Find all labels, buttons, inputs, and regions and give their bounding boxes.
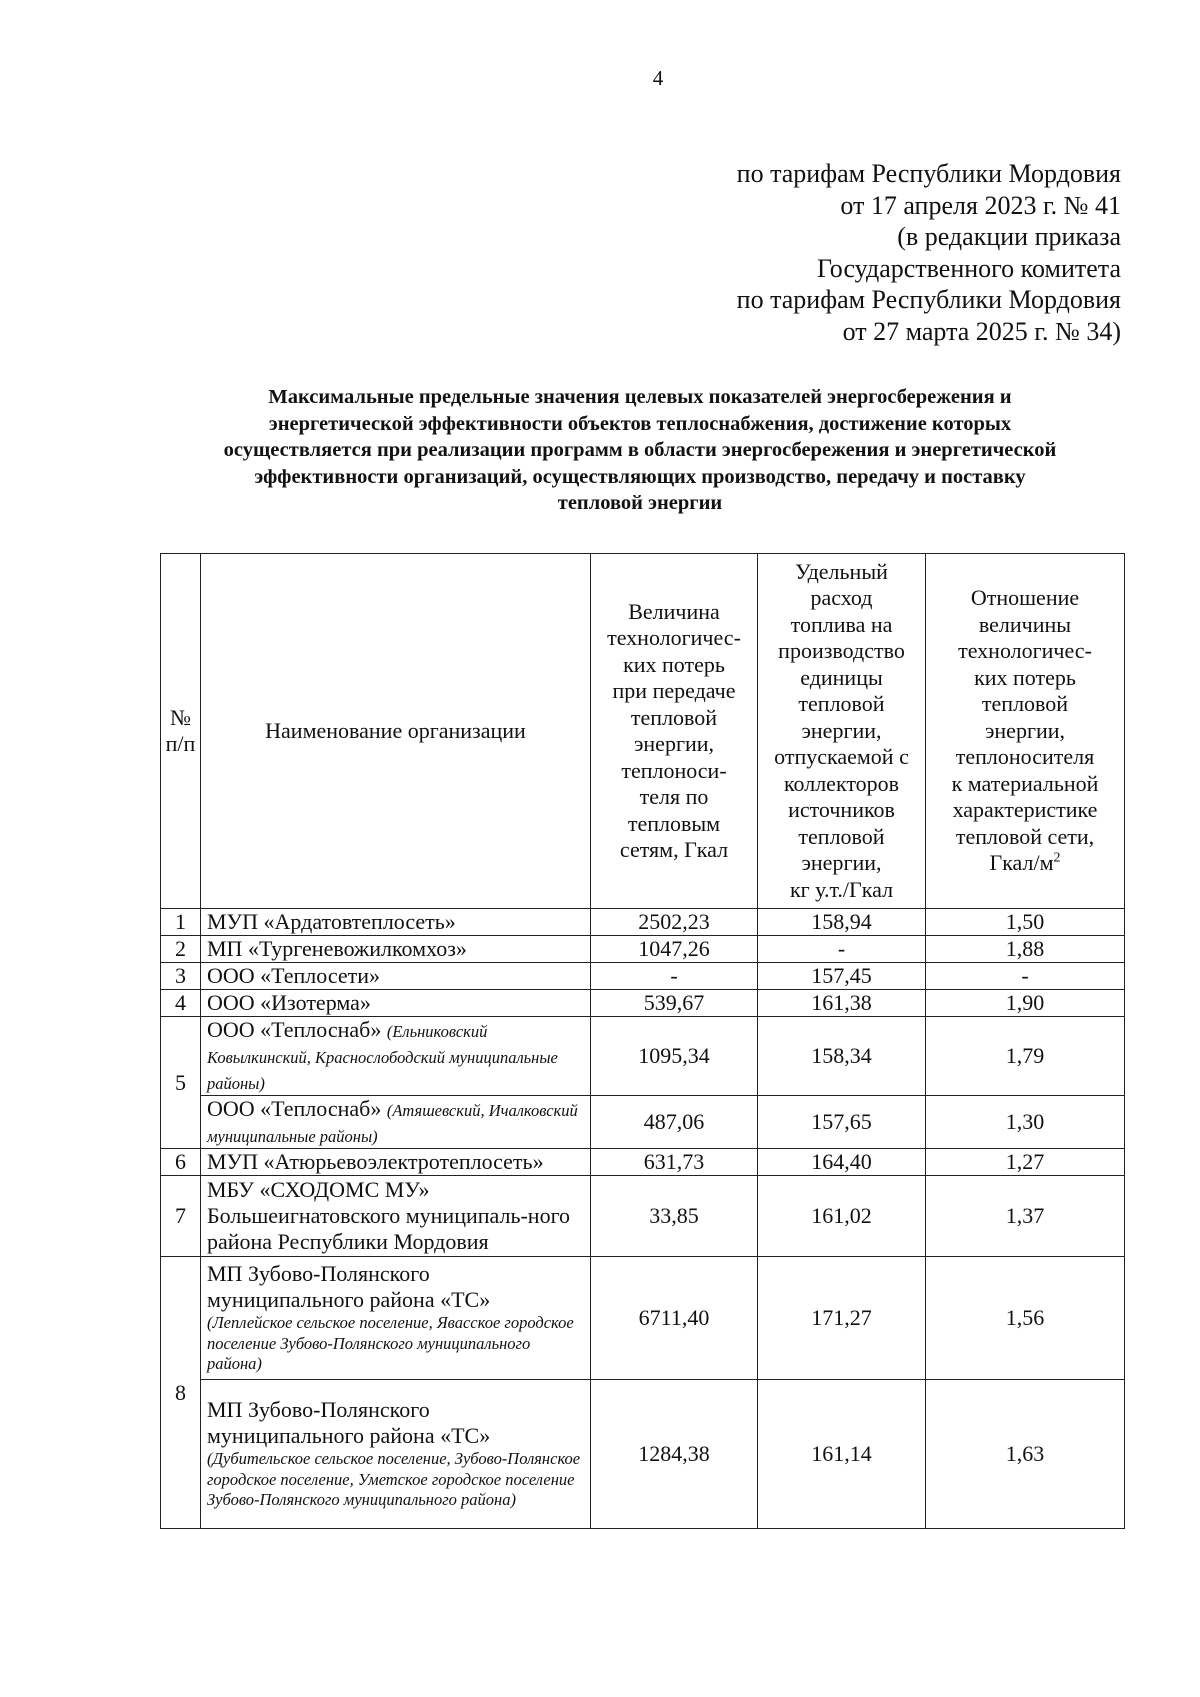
org-note: (Леплейское сельское поселение, Явасское городское поселение Зубово-Полянского муниципального района): [207, 1313, 574, 1374]
row-num: 7: [161, 1176, 201, 1257]
header-line: по тарифам Республики Мордовия: [736, 159, 1121, 188]
title-line: тепловой энергии: [557, 492, 723, 514]
fuel-value: 164,40: [758, 1149, 926, 1176]
table-row: [161, 1176, 1125, 1257]
row-num: 2: [161, 936, 201, 963]
fuel-value: 157,45: [758, 963, 926, 990]
title-line: энергетической эффективности объектов теплоснабжения, достижение которых: [268, 412, 1012, 435]
org-name-text: МП Зубово-Полянского муниципального района «ТС»: [207, 1397, 491, 1449]
ratio-value: 1,30: [926, 1096, 1125, 1149]
header-line: Государственного комитета: [817, 253, 1121, 283]
header-line: от 27 марта 2025 г. № 34): [842, 316, 1121, 346]
header-name: Наименование организации: [201, 554, 591, 909]
fuel-value: 158,34: [758, 1017, 926, 1096]
row-num: 6: [161, 1149, 201, 1176]
org-name: МУП «Ардатовтеплосеть»: [201, 909, 591, 936]
fuel-value: 158,94: [758, 909, 926, 936]
table-row: [161, 1017, 1125, 1096]
losses-value: 6711,40: [591, 1257, 758, 1380]
losses-value: 631,73: [591, 1149, 758, 1176]
ratio-value: 1,27: [926, 1149, 1125, 1176]
table-row: [161, 1096, 1125, 1149]
header-fuel: Удельный расход топлива на производство единицы тепловой энергии, отпускаемой с коллекторов источников тепловой энергии, кг у.т./Гкал: [758, 554, 926, 909]
ratio-value: -: [926, 963, 1125, 990]
table-row: [161, 1257, 1125, 1380]
losses-value: -: [591, 963, 758, 990]
row-num: 4: [161, 990, 201, 1017]
header-line: (в редакции приказа: [897, 222, 1121, 251]
org-name: [201, 1096, 591, 1149]
losses-value: 33,85: [591, 1176, 758, 1257]
row-num: 8: [161, 1257, 201, 1529]
losses-value: 487,06: [591, 1096, 758, 1149]
table-row: [161, 909, 1125, 936]
org-name: МП «Тургеневожилкомхоз»: [201, 936, 591, 963]
row-num: 5: [161, 1017, 201, 1149]
org-name: [201, 1257, 591, 1380]
ratio-value: 1,79: [926, 1017, 1125, 1096]
ratio-value: 1,56: [926, 1257, 1125, 1380]
title-line: эффективности организаций, осуществляющих производство, передачу и поставку: [254, 465, 1026, 488]
org-name: [201, 1017, 591, 1096]
fuel-value: 161,38: [758, 990, 926, 1017]
losses-value: 1047,26: [591, 936, 758, 963]
table-row: [161, 990, 1125, 1017]
org-note: (Дубительское сельское поселение, Зубово-Полянское городское поселение, Уметское городское поселение Зубово-Полянского муниципального района): [207, 1449, 581, 1510]
org-name-text: ООО «Теплоснаб»: [207, 1096, 382, 1121]
fuel-value: 161,02: [758, 1176, 926, 1257]
org-note: (Атяшевский, Ичалковский муниципальные районы): [207, 1101, 578, 1146]
org-name: ООО «Изотерма»: [201, 990, 591, 1017]
org-name: [201, 1380, 591, 1529]
org-name-text: ООО «Теплоснаб»: [207, 1017, 382, 1042]
org-name: МБУ «СХОДОМС МУ» Большеигнатовского муниципаль-ного района Республики Мордовия: [201, 1176, 591, 1257]
table-row: [161, 1380, 1125, 1529]
row-num: 1: [161, 909, 201, 936]
losses-value: 1284,38: [591, 1380, 758, 1529]
header-losses: Величина технологичес- ких потерь при передаче тепловой энергии, теплоноси- теля по тепловым сетям, Гкал: [591, 554, 758, 909]
fuel-value: -: [758, 936, 926, 963]
ratio-value: 1,88: [926, 936, 1125, 963]
fuel-value: 171,27: [758, 1257, 926, 1380]
title-line: Максимальные предельные значения целевых показателей энергосбережения и: [268, 386, 1012, 408]
document-title: [150, 384, 1130, 517]
header-num: № п/п: [161, 554, 201, 909]
ratio-value: 1,50: [926, 909, 1125, 936]
losses-value: 1095,34: [591, 1017, 758, 1096]
org-name: МУП «Атюрьевоэлектротеплосеть»: [201, 1149, 591, 1176]
ratio-value: 1,37: [926, 1176, 1125, 1257]
org-name-text: МП Зубово-Полянского муниципального района «ТС»: [207, 1261, 491, 1313]
ratio-value: 1,90: [926, 990, 1125, 1017]
header-block: [561, 158, 1121, 347]
header-ratio: Отношение величины технологичес- ких потерь тепловой энергии, теплоносителя к материальной характеристике тепловой сети, Гкал/$м^2$: [926, 554, 1125, 909]
table-row: [161, 936, 1125, 963]
ratio-value: 1,63: [926, 1380, 1125, 1529]
title-line: осуществляется при реализации программ в области энергосбережения и энергетической: [223, 439, 1057, 461]
table-header-row: [161, 554, 1125, 909]
fuel-value: 157,65: [758, 1096, 926, 1149]
page-number: 4: [652, 66, 664, 90]
header-line: от 17 апреля 2023 г. № 41: [840, 190, 1121, 220]
header-line: по тарифам Республики Мордовия: [736, 285, 1121, 314]
fuel-value: 161,14: [758, 1380, 926, 1529]
targets-table: [160, 553, 1125, 1529]
table-row: [161, 1149, 1125, 1176]
org-name: ООО «Теплосети»: [201, 963, 591, 990]
losses-value: 2502,23: [591, 909, 758, 936]
row-num: 3: [161, 963, 201, 990]
losses-value: 539,67: [591, 990, 758, 1017]
table-row: [161, 963, 1125, 990]
org-note: (Ельниковский Ковылкинский, Краснослободский муниципальные районы): [207, 1022, 558, 1093]
